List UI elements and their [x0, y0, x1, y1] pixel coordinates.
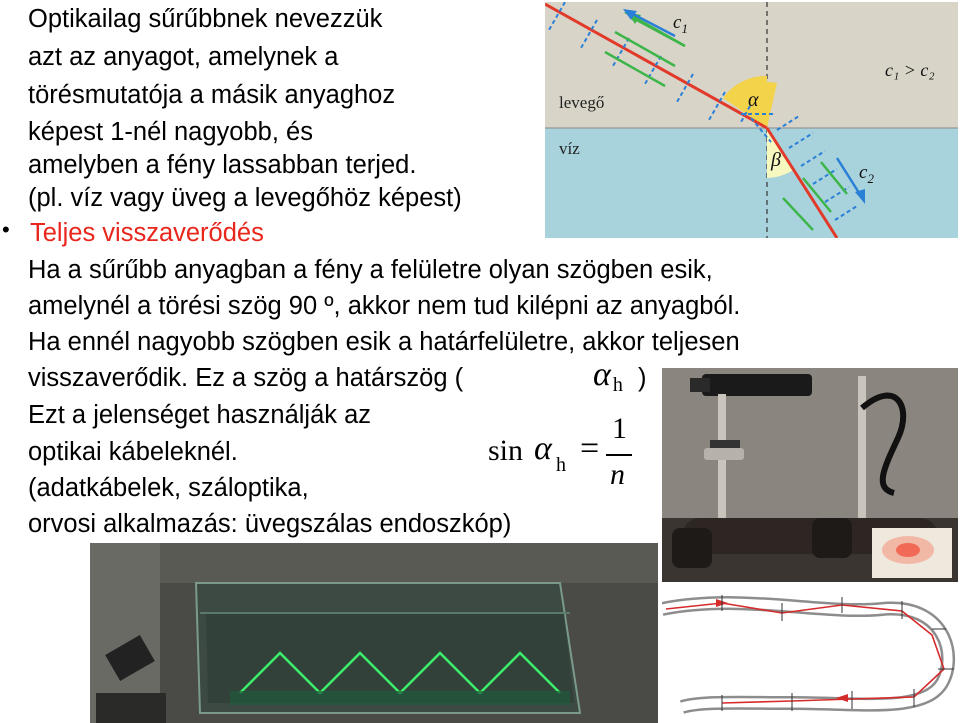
- body-line-3: Ha ennél nagyobb szögben esik a határfelületre, akkor teljesen: [28, 328, 740, 356]
- label-water: víz: [559, 139, 580, 158]
- label-air: levegő: [559, 93, 605, 112]
- body-line-7: (adatkábelek, száloptika,: [28, 474, 309, 502]
- intro-line-5: amelyben a fény lassabban terjed.: [28, 151, 417, 179]
- formula-equals: =: [580, 430, 600, 467]
- inline-close-paren: ): [638, 364, 647, 392]
- body-line-6: optikai kábeleknél.: [28, 438, 238, 466]
- inline-critical-angle-symbol: αh: [593, 356, 623, 396]
- body-line-4: visszaverődik. Ez a szög a határszög (: [28, 364, 464, 392]
- formula-sin: sin: [488, 434, 524, 467]
- intro-line-3: törésmutatója a másik anyaghoz: [28, 81, 396, 109]
- aquarium-laser-photo: [90, 543, 658, 723]
- intro-line-4: képest 1-nél nagyobb, és: [28, 118, 313, 146]
- formula-denominator: n: [610, 458, 625, 491]
- label-beta: β: [771, 149, 781, 171]
- bullet-dot: •: [2, 217, 10, 242]
- intro-line-6: (pl. víz vagy üveg a levegőhöz képest): [28, 184, 462, 212]
- body-line-1: Ha a sűrűbb anyagban a fény a felületre olyan szögben esik,: [28, 256, 713, 284]
- curved-fiber-diagram: [662, 585, 958, 721]
- critical-angle-formula: [488, 414, 638, 504]
- body-line-2: amelynél a törési szög 90 º, akkor nem tud kilépni az anyagból.: [28, 292, 741, 320]
- formula-fraction-bar: [606, 454, 632, 456]
- refraction-diagram: [545, 2, 958, 238]
- formula-alpha: α: [534, 430, 552, 467]
- formula-sub-h: h: [556, 454, 566, 476]
- label-alpha: α: [748, 89, 759, 111]
- label-relation: c₁ > c₂: [885, 60, 935, 80]
- intro-line-2: azt az anyagot, amelynek a: [28, 43, 339, 71]
- label-c1: $c_1$: [673, 12, 688, 36]
- body-line-5: Ezt a jelenséget használják az: [28, 401, 372, 429]
- body-line-8: orvosi alkalmazás: üvegszálas endoszkóp): [28, 510, 512, 538]
- label-c2: $c_2$: [859, 162, 874, 186]
- formula-numerator: 1: [612, 412, 627, 445]
- fiber-optic-setup-photo: [662, 368, 958, 582]
- water-region: [545, 128, 958, 238]
- section-heading: Teljes visszaverődés: [30, 219, 264, 247]
- intro-line-1: Optikailag sűrűbbnek nevezzük: [28, 5, 383, 33]
